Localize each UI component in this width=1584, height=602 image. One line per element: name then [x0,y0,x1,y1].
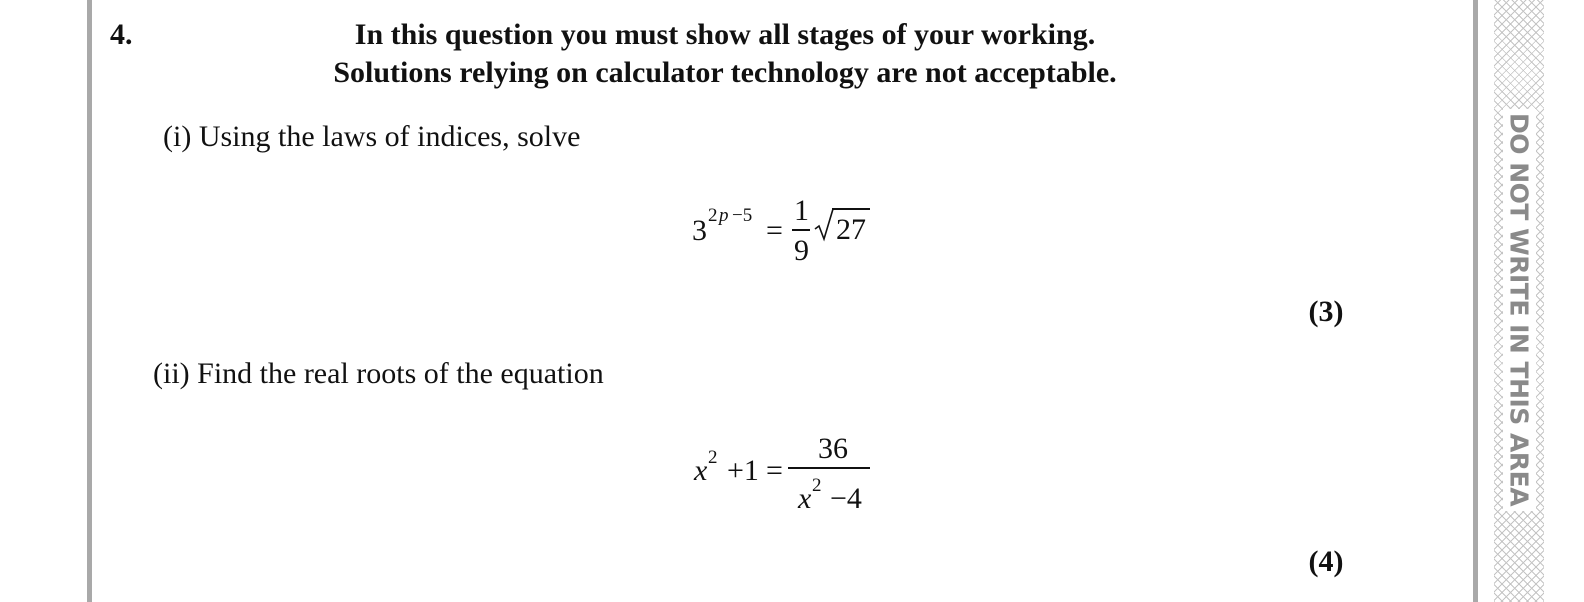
eq2-numerator: 36 [818,432,848,465]
eq1-numerator: 1 [794,194,809,227]
eq1-equals: = [766,214,783,247]
part-i-marks: (3) [1308,295,1344,328]
part-ii-prompt: (ii) Find the real roots of the equation [153,357,604,390]
square-root-icon [814,208,834,242]
part-ii-marks: (4) [1308,545,1344,578]
part-i-prompt: (i) Using the laws of indices, solve [163,120,581,153]
eq2-den-rest: −4 [830,482,862,515]
margin-notice-text: DO NOT WRITE IN THIS AREA [1503,109,1536,510]
instruction-line-1: In this question you must show all stages of your working. [354,18,1096,51]
eq1-fraction-bar [792,229,810,231]
eq2-den-exponent: 2 [812,475,822,496]
instruction-line-2: Solutions relying on calculator technology are not acceptable. [333,56,1117,89]
right-margin-rule [1473,0,1478,602]
question-number: 4. [110,18,133,51]
eq2-lhs-rest: +1 [727,454,759,487]
left-margin-rule [87,0,92,602]
margin-notice [1496,100,1542,520]
eq1-radicand: 27 [836,213,866,246]
eq2-fraction-bar [788,467,870,469]
eq2-equals: = [766,454,783,487]
eq2-lhs-exponent: 2 [708,447,718,468]
eq1-exponent-rest: −5 [732,205,753,226]
eq1-radical-vinculum [832,208,870,210]
eq1-base: 3 [692,214,707,247]
eq1-exponent-coeff: 2 [708,205,718,226]
eq2-den-var: x [798,482,812,515]
eq2-lhs-var: x [694,454,708,487]
eq1-exponent-var: p [719,205,729,226]
eq1-denominator: 9 [794,234,809,267]
